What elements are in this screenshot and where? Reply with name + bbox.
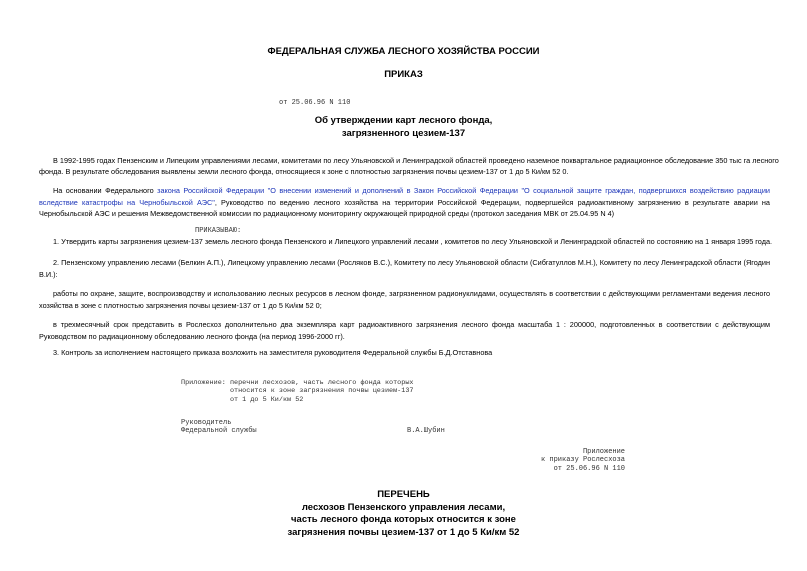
appendix-ref-line-2: к приказу Рослесхоза [540,456,625,465]
preamble-paragraph-1-line-1: В 1992-1995 годах Пензенским и Липецким управлениями лесами, комитетами по лесу Ульяновской и Ленинградской областей проведено наземное поквартальное радиационное обследование 350 тыс га лесного [53,156,779,165]
agency-title: ФЕДЕРАЛЬНАЯ СЛУЖБА ЛЕСНОГО ХОЗЯЙСТВА РОССИИ [267,46,540,57]
order-item-1: 1. Утвердить карты загрязнения цезием-137 земель лесного фонда Пензенского и Липецкого управлений лесами , комитетов по лесу Ульяновской и Ленинградской областей по состоянию на 1 января 1995 года. [53,237,773,246]
list-title-line-3: часть лесного фонда которых относится к зоне [291,514,516,525]
list-title-line-1: ПЕРЕЧЕНЬ [377,489,430,500]
preamble-paragraph-2 [39,185,770,220]
signature-position-line-2: Федеральной службы [181,427,257,435]
list-title-line-4: загрязнения почвы цезием-137 от 1 до 5 Ки/км 52 [287,526,520,538]
attachment-note: Приложение: перечни лесхозов, часть лесного фонда которых относится к зоне загрязнения почвы цезием-137 от 1 до 5 Ки/км 52 [181,379,414,404]
appendix-ref-line-1: Приложение [582,448,625,456]
doc-type-title: ПРИКАЗ [384,69,423,80]
subject-line-2: загрязненного цезием-137 [341,127,466,139]
list-title [0,489,807,539]
signature-position-line-1: Руководитель [181,419,232,427]
preamble-text-end: , Руководство по ведению лесного хозяйства на территории Российской Федерации, подвергшейся радиоактивному загрязнению в результате аварии на Чернобыльской АЭС и решения Межведомственной комиссии по радиационному мониторингу окружающей природной среды (протокол заседания МВК от 25.04.95 N 4) [39,197,770,218]
prikazyvayu-label: ПРИКАЗЫВАЮ: [195,227,242,235]
subject-line-1: Об утверждении карт лесного фонда, [314,115,493,126]
federal-law-link[interactable]: закона Российской Федерации "О внесении изменений и дополнений в Закон Российской Федерации "О социальной защите граждан, подвергшихся воздействию радиации вследствие катастрофы на Чернобыльской АЭС" [39,186,770,207]
list-title-line-2: лесхозов Пензенского управления лесами, [301,501,506,513]
order-date: от 25.06.96 N 110 [279,99,351,107]
preamble-paragraph-1-line-2: фонда. В результате обследования выявлены земли лесного фонда, относящиеся к зоне с плотностью загрязнения почвы цезием-137 от 1 до 5 Ки/км 52 0. [39,167,569,176]
preamble-text-start: На основании Федерального [53,186,158,195]
order-item-2-a: работы по охране, защите, воспроизводству и использованию лесных ресурсов в лесном фонде, загрязненном радионуклидами, осуществлять в соответствии с действующими регламентами ведения лесного хозяйства в зоне с плотностью загрязнения почвы цезием-137 от 1 до 5 Ки/км 52 0; [39,289,770,310]
order-item-2-b: в трехмесячный срок представить в Рослесхоз дополнительно два экземпляра карт радиоактивного загрязнения лесного фонда масштаба 1 : 200000, подготовленных в соответствии с действующим Руководством по радиационному обследованию лесного фонда (на период 1996-2000 гг). [39,320,770,341]
order-item-3: 3. Контроль за исполнением настоящего приказа возложить на заместителя руководителя Федеральной службы Б.Д.Отставнова [53,348,493,357]
appendix-reference [541,448,625,473]
signatory-name: В.А.Шубин [407,427,445,435]
order-subject [0,115,807,140]
appendix-ref-line-3: от 25.06.96 N 110 [553,464,625,473]
order-item-2: 2. Пензенскому управлению лесами (Белкин А.П.), Липецкому управлению лесами (Росляков В.С.), Комитету по лесу Ульяновской области (Сибгатуллов М.Н.), Комитету по лесу Ленинградской области (Ягодин В.И.): [39,258,770,279]
